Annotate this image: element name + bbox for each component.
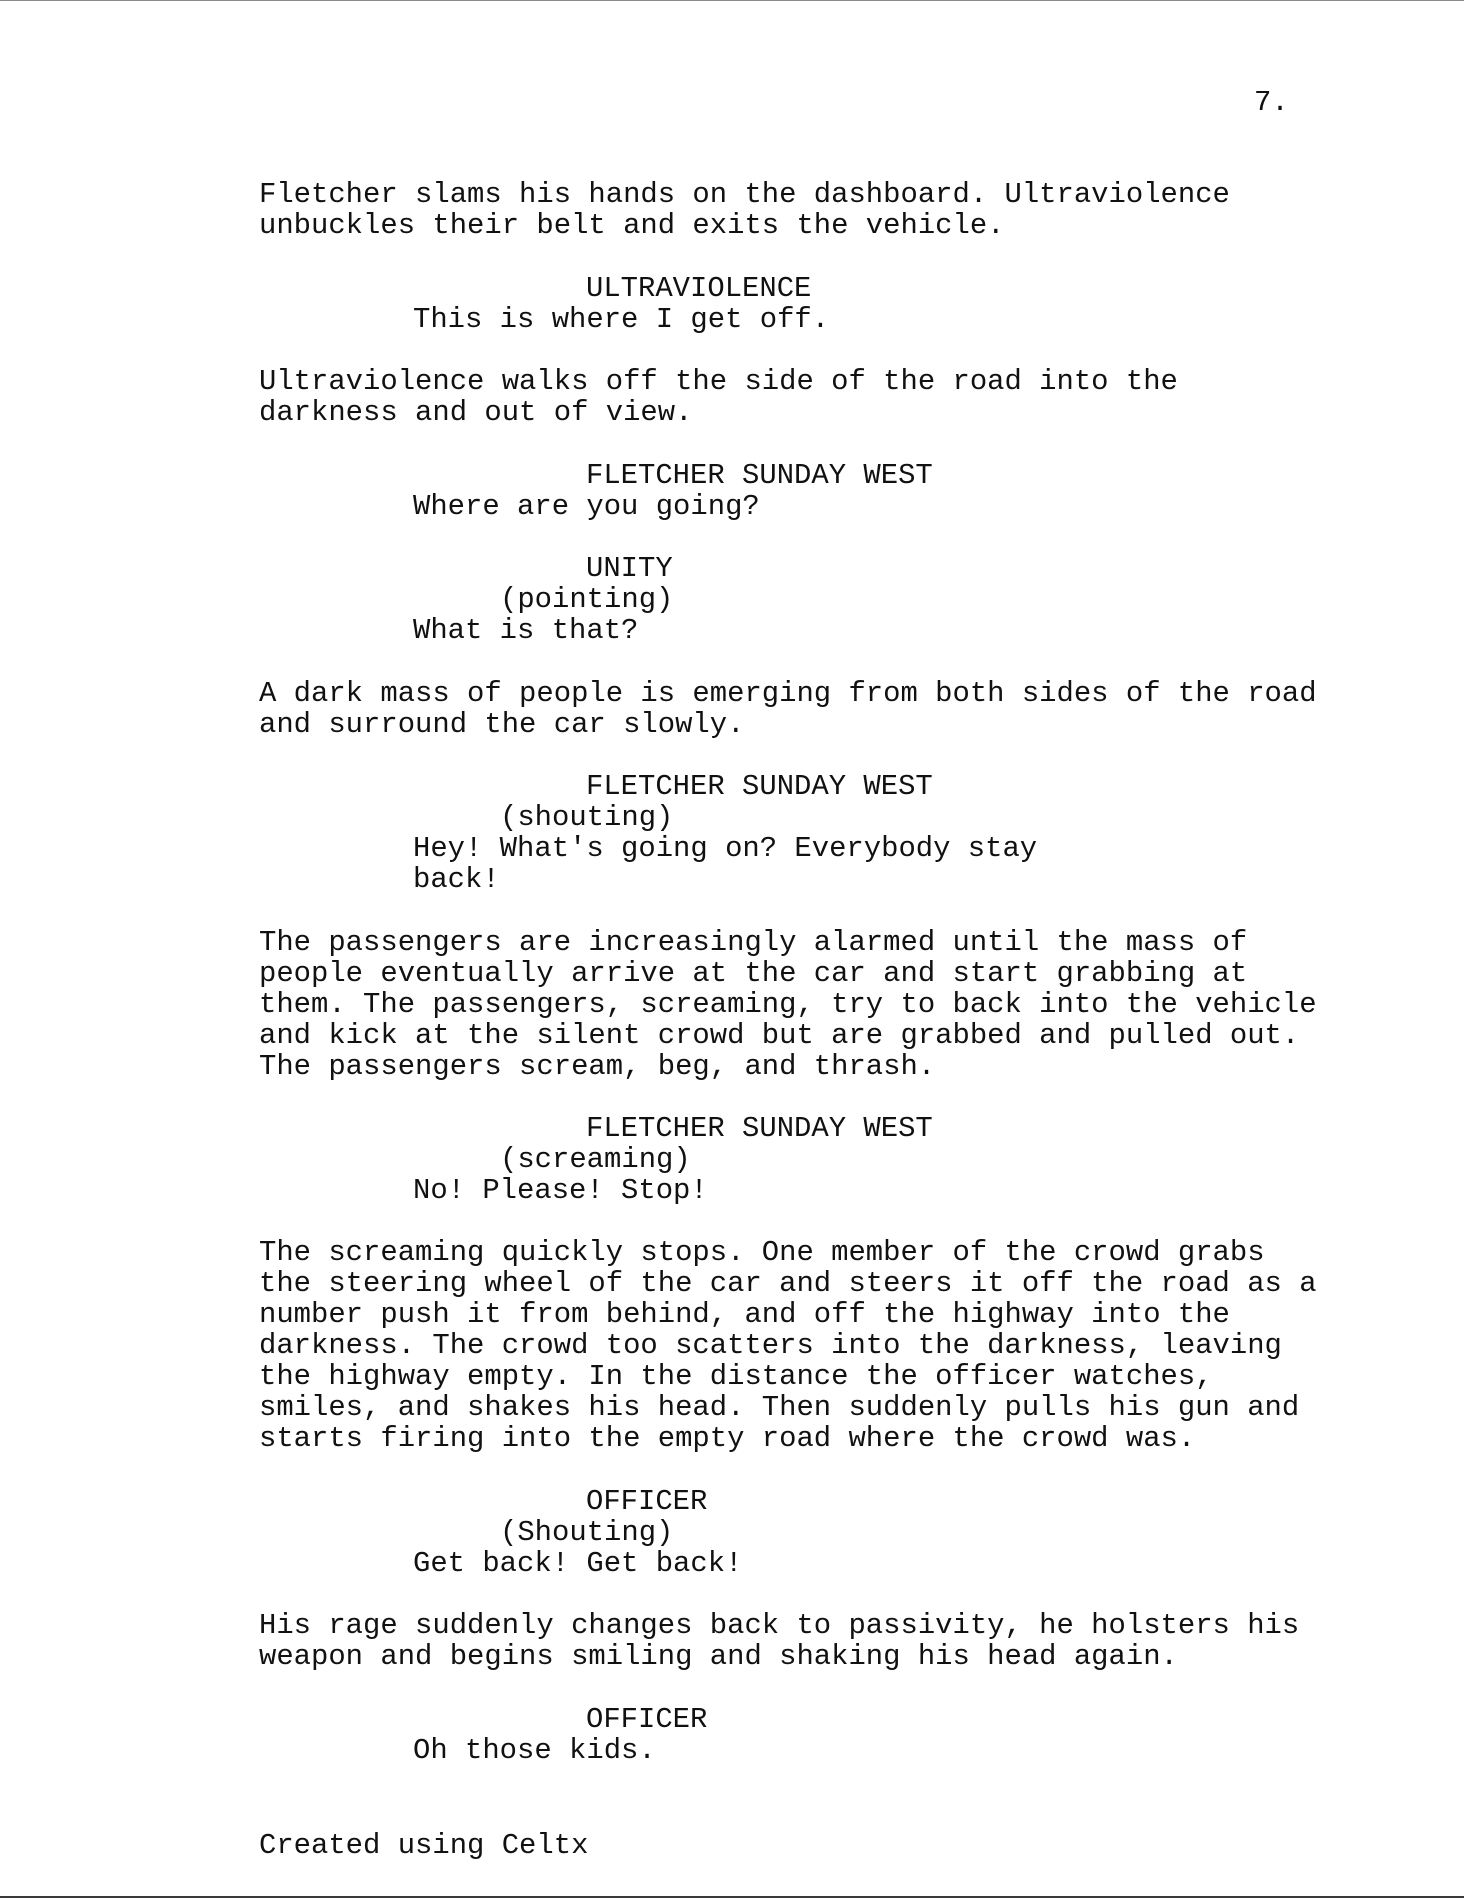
action-line: The screaming quickly stops. One member of the crowd grabs <box>259 1236 1265 1269</box>
action-line: unbuckles their belt and exits the vehicle. <box>259 209 1005 242</box>
dialogue-line: No! Please! Stop! <box>413 1174 708 1207</box>
action-line: weapon and begins smiling and shaking his head again. <box>259 1640 1178 1673</box>
footer-credit: Created using Celtx <box>259 1829 589 1862</box>
parenthetical: (Shouting) <box>500 1516 674 1549</box>
dialogue-line: Get back! Get back! <box>413 1547 743 1580</box>
action-line: The passengers scream, beg, and thrash. <box>259 1050 936 1083</box>
dialogue-line: Where are you going? <box>413 490 760 523</box>
action-line: and kick at the silent crowd but are grabbed and pulled out. <box>259 1019 1300 1052</box>
page-number: 7. <box>1254 86 1289 119</box>
action-line: smiles, and shakes his head. Then suddenly pulls his gun and <box>259 1391 1300 1424</box>
dialogue-line: What is that? <box>413 614 639 647</box>
action-line: the steering wheel of the car and steers it off the road as a <box>259 1267 1317 1300</box>
parenthetical: (pointing) <box>500 583 674 616</box>
action-line: The passengers are increasingly alarmed until the mass of <box>259 926 1248 959</box>
action-line: them. The passengers, screaming, try to back into the vehicle <box>259 988 1317 1021</box>
character-cue: UNITY <box>586 552 673 585</box>
action-line: Fletcher slams his hands on the dashboard. Ultraviolence <box>259 178 1230 211</box>
parenthetical: (screaming) <box>500 1143 691 1176</box>
action-line: A dark mass of people is emerging from both sides of the road <box>259 677 1317 710</box>
action-line: and surround the car slowly. <box>259 708 745 741</box>
dialogue-line: This is where I get off. <box>413 303 830 336</box>
dialogue-line: Oh those kids. <box>413 1734 656 1767</box>
action-line: darkness and out of view. <box>259 396 693 429</box>
character-cue: FLETCHER SUNDAY WEST <box>586 770 933 803</box>
action-line: people eventually arrive at the car and start grabbing at <box>259 957 1248 990</box>
character-cue: FLETCHER SUNDAY WEST <box>586 1112 933 1145</box>
character-cue: FLETCHER SUNDAY WEST <box>586 459 933 492</box>
character-cue: ULTRAVIOLENCE <box>586 272 812 305</box>
action-line: Ultraviolence walks off the side of the road into the <box>259 365 1178 398</box>
parenthetical: (shouting) <box>500 801 674 834</box>
action-line: His rage suddenly changes back to passivity, he holsters his <box>259 1609 1300 1642</box>
action-line: number push it from behind, and off the highway into the <box>259 1298 1230 1331</box>
dialogue-line: Hey! What's going on? Everybody stay <box>413 832 1038 865</box>
action-line: starts firing into the empty road where the crowd was. <box>259 1422 1196 1455</box>
action-line: darkness. The crowd too scatters into the darkness, leaving <box>259 1329 1282 1362</box>
dialogue-line: back! <box>413 863 500 896</box>
character-cue: OFFICER <box>586 1703 708 1736</box>
character-cue: OFFICER <box>586 1485 708 1518</box>
action-line: the highway empty. In the distance the officer watches, <box>259 1360 1213 1393</box>
